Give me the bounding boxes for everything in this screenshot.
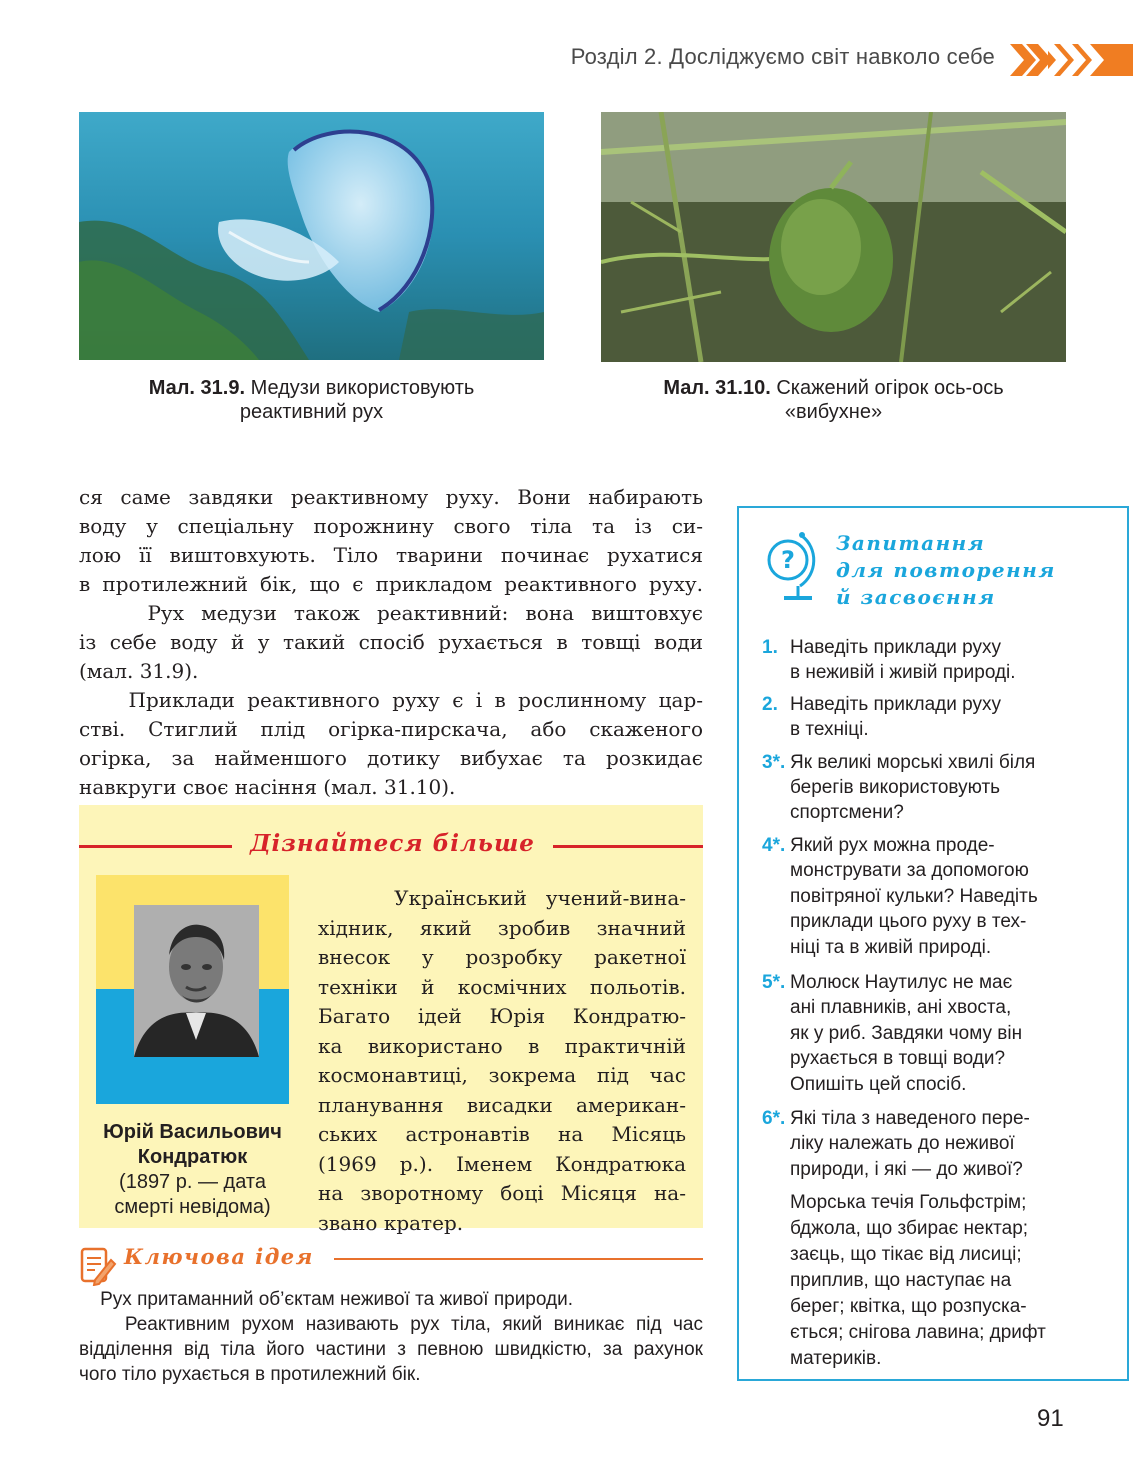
text-line: ських астронавтів на Місяць: [318, 1122, 686, 1146]
text-line: ка використано в практичній: [318, 1033, 686, 1058]
question-line: як у риб. Завдяки чому він: [790, 1023, 1023, 1044]
person-name-line: Кондратюк: [137, 1146, 248, 1168]
question-number: 5*.: [762, 972, 786, 993]
question-globe-icon: [760, 530, 820, 608]
question-line: повітряної кульки? Наведіть: [790, 886, 1038, 907]
learn-more-title: Дізнайтеся більше: [250, 830, 535, 857]
key-idea-text: [79, 1287, 703, 1387]
chevron-arrows-icon: [1010, 44, 1133, 76]
questions-title-line: й засвоєння: [836, 585, 996, 609]
question-extra-line: бджола, що збирає нектар;: [790, 1218, 1029, 1239]
question-number: 3*.: [762, 752, 786, 773]
question-line: приклади цього руху в тех-: [790, 911, 1027, 932]
text-line: відділення від тіла його частини з певною швидкістю, за рахунок: [79, 1339, 703, 1360]
figure-caption-text: реактивний рух: [239, 401, 384, 423]
text-line: Реактивним рухом називають рух тіла, який виникає під час: [79, 1314, 703, 1335]
person-dates: [80, 1170, 305, 1220]
question-line: Які тіла з наведеного пере-: [790, 1108, 1030, 1129]
question-line: монструвати за допомогою: [790, 860, 1029, 881]
question-number: 6*.: [762, 1108, 786, 1129]
svg-text:?: ?: [781, 546, 795, 574]
divider: [79, 845, 232, 848]
person-name-line: Юрій Васильович: [103, 1121, 282, 1143]
person-name: [80, 1120, 305, 1170]
text-line: Український учений-вина-: [318, 886, 686, 910]
text-line: в протилежний бік, що є прикладом реактивного руху.: [79, 572, 703, 596]
jellyfish-photo: [79, 112, 544, 360]
text-line: внесок у розробку ракетної: [318, 945, 686, 969]
question-line: Наведіть приклади руху: [790, 694, 1001, 715]
section-header-title: Розділ 2. Досліджуємо світ навколо себе: [570, 44, 995, 69]
text-line: космонавтиці, зокрема під час: [318, 1063, 686, 1087]
question-extra-line: заєць, що тікає від лисиці;: [790, 1244, 1022, 1265]
question-line: Опишіть цей спосіб.: [790, 1074, 967, 1095]
figure-caption-31-10: [601, 376, 1066, 424]
text-line: Приклади реактивного руху є і в рослинному цар-: [79, 688, 703, 712]
text-line: Рух медузи також реактивний: вона виштовхує: [79, 601, 703, 625]
text-line: чого тіло рухається в протилежний бік.: [79, 1364, 421, 1385]
divider: [553, 845, 703, 848]
text-line: стві. Стиглий плід огірка-пирскача, або скаженого: [79, 717, 703, 741]
figure-label: Мал. 31.9.: [148, 377, 246, 399]
text-line: (1969 р.). Іменем Кондратюка: [318, 1151, 686, 1176]
main-text: [79, 483, 703, 802]
text-line: (мал. 31.9).: [79, 659, 199, 683]
text-line: огірка, за найменшого дотику вибухає та розкидає: [79, 746, 703, 770]
question-line: Наведіть приклади руху: [790, 637, 1001, 658]
question-line: ані плавників, ані хвоста,: [790, 997, 1012, 1018]
cucumber-photo: [601, 112, 1066, 362]
question-line: природи, і які — до живої?: [790, 1159, 1023, 1180]
question-line: ліку належать до неживої: [790, 1133, 1015, 1154]
question-line: спортсмени?: [790, 802, 904, 823]
question-line: берегів використовують: [790, 777, 1001, 798]
text-line: техніки й космічних польотів.: [318, 974, 686, 999]
person-dates-line: (1897 р. — дата: [119, 1171, 266, 1193]
question-extra-line: ється; снігова лавина; дрифт: [790, 1322, 1046, 1343]
person-dates-line: смерті невідома): [114, 1196, 271, 1218]
question-line: Молюск Наутилус не має: [790, 972, 1013, 993]
questions-title-line: Запитання: [836, 531, 986, 555]
text-line: хідник, який зробив значний: [318, 915, 686, 940]
text-line: Рух притаманний об’єктам неживої та живої природи.: [79, 1289, 573, 1310]
text-line: лою її виштовхують. Тіло тварини починає рухатися: [79, 543, 703, 567]
page-number: 91: [1037, 1405, 1064, 1432]
question-line: рухається в товщі води?: [790, 1048, 1006, 1069]
text-line: ся саме завдяки реактивному руху. Вони набирають: [79, 485, 703, 509]
kondratyuk-portrait: [134, 905, 259, 1057]
question-number: 2.: [762, 694, 778, 715]
figure-caption-31-9: [79, 376, 544, 424]
learn-more-text: [318, 884, 686, 1238]
text-line: із себе воду й у такий спосіб рухається в товщі води: [79, 630, 703, 654]
figure-caption-text: Скажений огірок ось-ось: [770, 377, 1004, 399]
text-line: Багато ідей Юрія Кондратю-: [318, 1004, 686, 1028]
text-line: навкруги своє насіння (мал. 31.10).: [79, 775, 456, 799]
question-line: Як великі морські хвилі біля: [790, 752, 1036, 773]
question-extra-line: берег; квітка, що розпуска-: [790, 1296, 1027, 1317]
divider: [334, 1258, 703, 1260]
text-line: на зворотному боці Місяця на-: [318, 1181, 686, 1205]
text-line: воду у спеціальну порожнину свого тіла та із си-: [79, 514, 703, 538]
questions-title-line: для повторення: [836, 558, 1056, 582]
figure-caption-text: Медузи використовують: [245, 377, 475, 399]
notepad-pencil-icon: [79, 1244, 117, 1286]
question-extra-line: приплив, що наступає на: [790, 1270, 1012, 1291]
question-number: 4*.: [762, 835, 786, 856]
figure-caption-text: «вибухне»: [784, 401, 883, 423]
questions-title: [836, 530, 1086, 611]
question-line: в техніці.: [790, 719, 869, 740]
text-line: планування висадки америкaн-: [318, 1092, 686, 1117]
question-extra-line: Морська течія Гольфстрім;: [790, 1192, 1027, 1213]
figure-label: Мал. 31.10.: [663, 377, 771, 399]
question-extra-line: материків.: [790, 1348, 882, 1369]
question-line: в неживій і живій природі.: [790, 662, 1016, 683]
question-number: 1.: [762, 637, 778, 658]
key-idea-title: Ключова ідея: [124, 1244, 314, 1269]
text-line: звано кратер.: [318, 1210, 464, 1235]
question-line: Який рух можна проде-: [790, 835, 995, 856]
question-line: ніці та в живій природі.: [790, 937, 992, 958]
